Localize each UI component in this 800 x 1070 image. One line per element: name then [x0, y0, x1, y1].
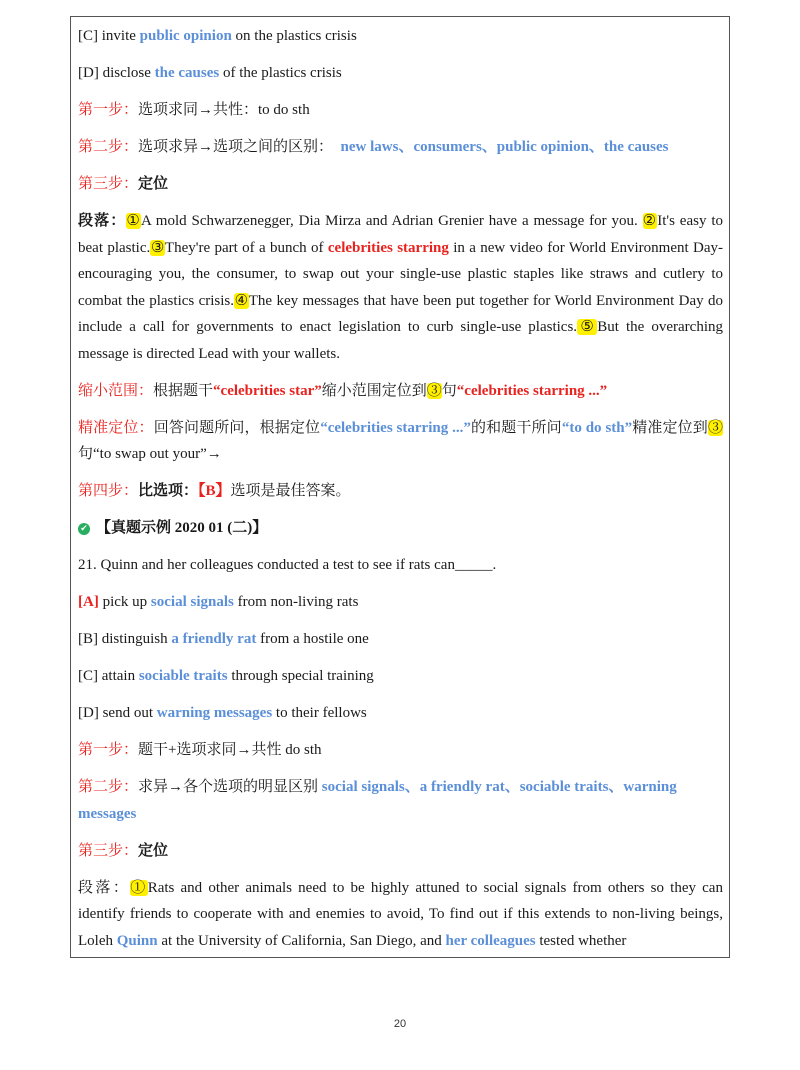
step-2: 第二步：选项求异→选项之间的区别： new laws、consumers、public opinion、the causes: [78, 139, 669, 155]
option-c: [C] attain sociable traits through special training: [78, 668, 374, 684]
passage: 段落：①Rats and other animals need to be highly attuned to social signals from others so they can identify friends to cooperate with and enemies to avoid, To find out if this extends to non-living beings, Loleh Quinn at the University of California, San Diego, and her colleagues tested whether: [78, 879, 723, 949]
narrow-scope: 缩小范围：根据题干“celebrities star”缩小范围定位到③句“celebrities starring ...”: [78, 382, 608, 399]
step-3: 第三步：定位: [78, 842, 169, 859]
step-1: 第一步：选项求同→共性：to do sth: [78, 102, 310, 118]
sentence-marker: ③: [707, 419, 723, 436]
document-frame: [70, 16, 730, 958]
check-icon: ✔: [78, 523, 90, 535]
option-a: [A] pick up social signals from non-living rats: [78, 594, 359, 610]
answer-badge: 【B】: [198, 483, 231, 499]
sentence-marker: ②: [642, 213, 658, 229]
sentence-marker: ④: [234, 292, 249, 309]
sentence-marker: ③: [150, 239, 165, 256]
option-d: [D] disclose the causes of the plastics crisis: [78, 65, 342, 81]
step-3: 第三步：定位: [78, 176, 169, 192]
step-4: 第四步：比选项：【B】选项是最佳答案。: [78, 483, 351, 499]
sentence-marker: ①: [126, 213, 141, 229]
precise-location: 精准定位：回答问题所问，根据定位“celebrities starring ...”的和题干所问“to do sth”精准定位到③句“to swap out your”→: [78, 419, 723, 462]
sentence-marker: ①: [130, 879, 148, 896]
page-number: 20: [393, 1018, 407, 1030]
step-1: 第一步：题干+选项求同→共性 do sth: [78, 742, 322, 758]
sentence-marker: ⑤: [577, 319, 598, 335]
example-heading: ✔ 【真题示例 2020 01 (二)】: [78, 515, 723, 542]
step-2: 第二步：求异→各个选项的明显区别 social signals、a friendly rat、sociable traits、warning messages: [78, 779, 677, 822]
option-b: [B] distinguish a friendly rat from a hostile one: [78, 631, 369, 647]
question-stem: 21. Quinn and her colleagues conducted a test to see if rats can_____.: [78, 557, 497, 573]
option-c: [C] invite public opinion on the plastics crisis: [78, 28, 357, 44]
passage: 段落：①A mold Schwarzenegger, Dia Mirza and Adrian Grenier have a message for you. ②It's easy to beat plastic.③They're part of a bunch of celebrities starring in a new video for World Environment Day-encouraging you, the consumer, to swap out your single-use plastic staples like straws and cutlery to combat the plastics crisis.④The key messages that have been put together for World Environment Day do include a call for governments to enact legislation to curb single-use plastics.⑤But the overarching message is directed Lead with your wallets.: [78, 213, 724, 362]
sentence-marker: ③: [426, 382, 442, 399]
option-d: [D] send out warning messages to their fellows: [78, 705, 367, 721]
